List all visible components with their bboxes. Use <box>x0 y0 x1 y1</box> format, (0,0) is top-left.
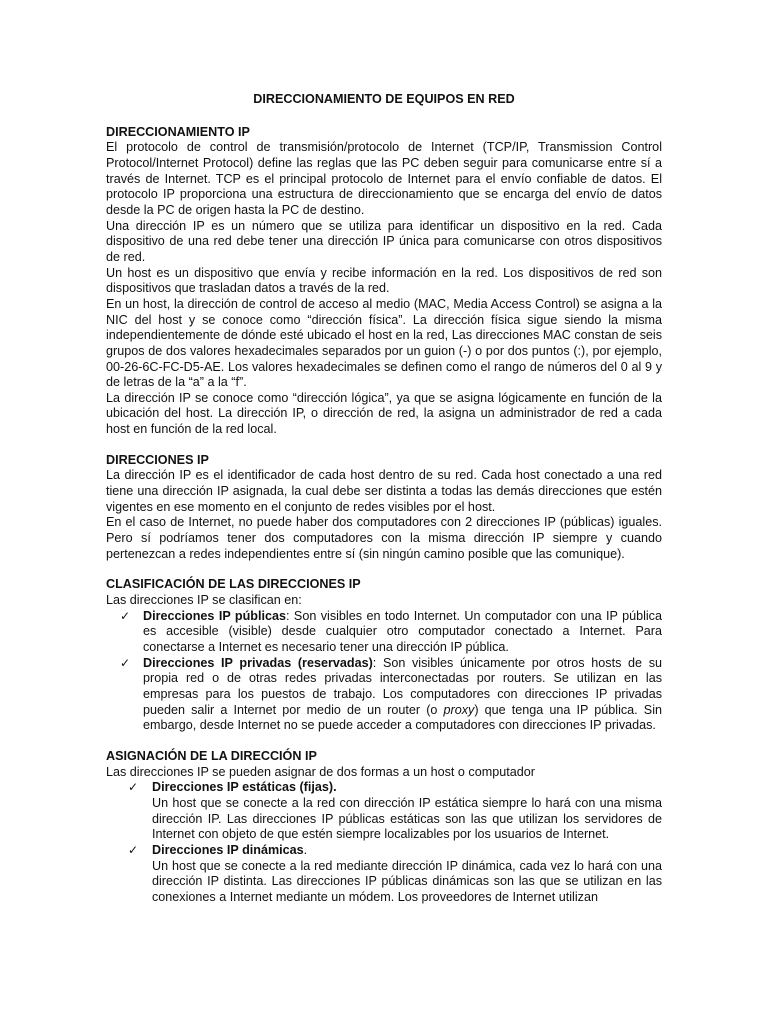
list-item <box>106 609 662 656</box>
item-term: Direcciones IP privadas (reservadas) <box>143 655 373 670</box>
item-title: Direcciones IP estáticas (fijas). <box>152 780 337 795</box>
section-heading: DIRECCIONAMIENTO IP <box>106 124 250 139</box>
section-spacer <box>106 734 662 749</box>
item-title-line <box>152 843 662 859</box>
list-item <box>106 780 662 843</box>
document-title: DIRECCIONAMIENTO DE EQUIPOS EN RED <box>253 92 515 106</box>
checkmark-icon: ✓ <box>128 842 139 857</box>
checkmark-icon: ✓ <box>128 780 139 795</box>
item-text: : Son visibles únicamente por otros hosts de su propia red o de otras redes privadas interconectadas por routers. Se utilizan en las empresas para los puestos de trabajo. Los computadores con direcciones IP privadas pueden salir a Internet por medio de un router (o <box>143 655 662 717</box>
section-spacer <box>106 562 662 577</box>
document-page <box>106 92 662 906</box>
paragraph: Una dirección IP es un número que se utiliza para identificar un dispositivo en la red. Cada dispositivo de una red debe tener una dirección IP única para comunicarse con otros dispositivos de red. <box>106 218 662 264</box>
item-text: ) que tenga una IP pública. Sin embargo, desde Internet no se puede acceder a computadores con direcciones IP privadas. <box>143 702 662 733</box>
list-item <box>106 656 662 734</box>
section-heading: DIRECCIONES IP <box>106 452 209 467</box>
item-term: Direcciones IP públicas <box>143 608 286 623</box>
item-body: Un host que se conecte a la red mediante dirección IP dinámica, cada vez lo hará con una dirección IP distinta. Las direcciones IP públicas dinámicas son las que se utilizan en las conexiones a Internet mediante un módem. Los proveedores de Internet utilizan <box>152 858 662 904</box>
checkmark-icon: ✓ <box>120 655 131 670</box>
paragraph: En el caso de Internet, no puede haber dos computadores con 2 direcciones IP (públicas) iguales. Pero sí podríamos tener dos computadores con la misma dirección IP siempre y cuando pertenezcan a redes independientes entre sí (sin ningún camino posible que las comunique). <box>106 515 662 561</box>
section-direccionamiento-ip <box>106 125 662 438</box>
checkmark-icon: ✓ <box>120 608 131 623</box>
assignment-list <box>106 780 662 905</box>
section-asignacion <box>106 749 662 906</box>
section-heading: CLASIFICACIÓN DE LAS DIRECCIONES IP <box>106 577 361 592</box>
item-title: Direcciones IP dinámicas <box>152 842 304 857</box>
section-heading: ASIGNACIÓN DE LA DIRECCIÓN IP <box>106 748 317 763</box>
item-body: Un host que se conecte a la red con dirección IP estática siempre lo hará con una misma dirección IP. Las direcciones IP públicas estáticas son las que utilizan los servidores de Internet con objeto de que estén siempre localizables por los usuarios de Internet. <box>152 795 662 842</box>
item-title-suffix: . <box>303 842 308 857</box>
paragraph: Un host es un dispositivo que envía y recibe información en la red. Los dispositivos de red son dispositivos que trasladan datos a través de la red. <box>106 265 662 296</box>
section-clasificacion <box>106 577 662 734</box>
paragraph: La dirección IP es el identificador de cada host dentro de su red. Cada host conectado a una red tiene una dirección IP asignada, la cual debe ser distinta a todas las demás direcciones que estén vigentes en ese momento en el conjunto de redes visibles por el host. <box>106 468 662 514</box>
section-intro: Las direcciones IP se clasifican en: <box>106 593 302 608</box>
paragraph: En un host, la dirección de control de acceso al medio (MAC, Media Access Control) se asigna a la NIC del host y se conoce como “dirección física”. La dirección física sigue siendo la misma independientemente de dónde esté ubicado el host en la red, Las direcciones MAC constan de seis grupos de dos valores hexadecimales separados por un guion (-) o por dos puntos (:), por ejemplo, 00-26-6C-FC-D5-AE. Los valores hexadecimales se definen como el rango de números del 0 al 9 y de letras de la “a” a la “f”. <box>106 296 662 390</box>
paragraph: La dirección IP se conoce como “dirección lógica”, ya que se asigna lógicamente en función de la ubicación del host. La dirección IP, o dirección de red, la asigna un administrador de red a cada host en función de la red local. <box>106 390 662 437</box>
section-intro: Las direcciones IP se pueden asignar de dos formas a un host o computador <box>106 764 535 779</box>
item-text: : Son visibles en todo Internet. Un computador con una IP pública es accesible (visible) desde cualquier otro computador conectado a Internet. Para conectarse a Internet es necesario tener una dirección IP pública. <box>143 608 662 654</box>
classification-list <box>106 609 662 734</box>
section-direcciones-ip <box>106 453 662 563</box>
paragraph: El protocolo de control de transmisión/protocolo de Internet (TCP/IP, Transmission Control Protocol/Internet Protocol) define las reglas que las PC deben seguir para comunicarse entre sí a través de Internet. TCP es el principal protocolo de Internet para el envío confiable de datos. El protocolo IP proporciona una estructura de direccionamiento que se encarga del envío de datos desde la PC de origen hasta la PC de destino. <box>106 140 662 217</box>
section-spacer <box>106 438 662 453</box>
item-emphasis: proxy <box>443 702 475 717</box>
list-item <box>106 843 662 906</box>
